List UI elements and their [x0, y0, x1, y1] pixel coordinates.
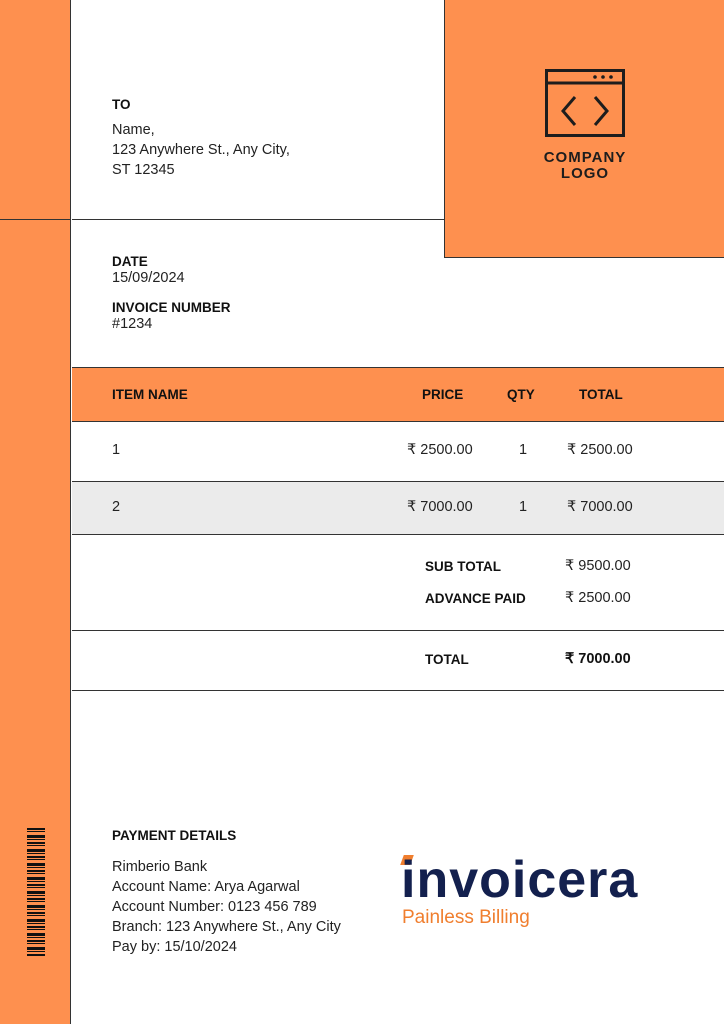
divider [72, 630, 724, 631]
browser-code-icon [545, 69, 625, 139]
logo-line-2: LOGO [560, 165, 610, 182]
divider [72, 690, 724, 691]
bank-name: Rimberio Bank [112, 859, 208, 875]
to-label: TO [112, 97, 131, 112]
to-name: Name, [112, 122, 155, 138]
invoice-number-label: INVOICE NUMBER [112, 300, 231, 315]
to-address-line1: 123 Anywhere St., Any City, [112, 142, 290, 158]
row2-price: ₹ 7000.00 [407, 499, 473, 515]
row2-item: 2 [112, 499, 121, 515]
row2-qty: 1 [519, 499, 528, 515]
brand-tagline: Painless Billing [402, 907, 530, 928]
barcode [27, 828, 45, 956]
brand-name: invoicera [401, 851, 639, 909]
stripe-divider [0, 219, 71, 220]
header-qty: QTY [507, 387, 535, 402]
pay-by: Pay by: 15/10/2024 [112, 939, 237, 955]
total-value: ₹ 7000.00 [565, 651, 631, 667]
date-label: DATE [112, 254, 148, 269]
to-address-line2: ST 12345 [112, 162, 175, 178]
advance-paid-label: ADVANCE PAID [425, 591, 526, 606]
total-label: TOTAL [425, 652, 469, 667]
payment-details-label: PAYMENT DETAILS [112, 828, 237, 843]
advance-paid-value: ₹ 2500.00 [565, 590, 631, 606]
account-number: Account Number: 0123 456 789 [112, 899, 317, 915]
logo-text [445, 150, 724, 182]
row1-total: ₹ 2500.00 [567, 442, 633, 458]
subtotal-value: ₹ 9500.00 [565, 558, 631, 574]
subtotal-label: SUB TOTAL [425, 559, 501, 574]
date-value: 15/09/2024 [112, 270, 185, 286]
invoice-number-value: #1234 [112, 316, 153, 332]
company-logo-block [444, 0, 724, 258]
account-name: Account Name: Arya Agarwal [112, 879, 300, 895]
divider [72, 219, 444, 220]
header-total: TOTAL [579, 387, 623, 402]
header-price: PRICE [422, 387, 464, 402]
row1-qty: 1 [519, 442, 528, 458]
header-item-name: ITEM NAME [112, 387, 188, 402]
branch: Branch: 123 Anywhere St., Any City [112, 919, 341, 935]
row1-price: ₹ 2500.00 [407, 442, 473, 458]
logo-line-1: COMPANY [543, 149, 627, 166]
row1-item: 1 [112, 442, 121, 458]
row2-total: ₹ 7000.00 [567, 499, 633, 515]
